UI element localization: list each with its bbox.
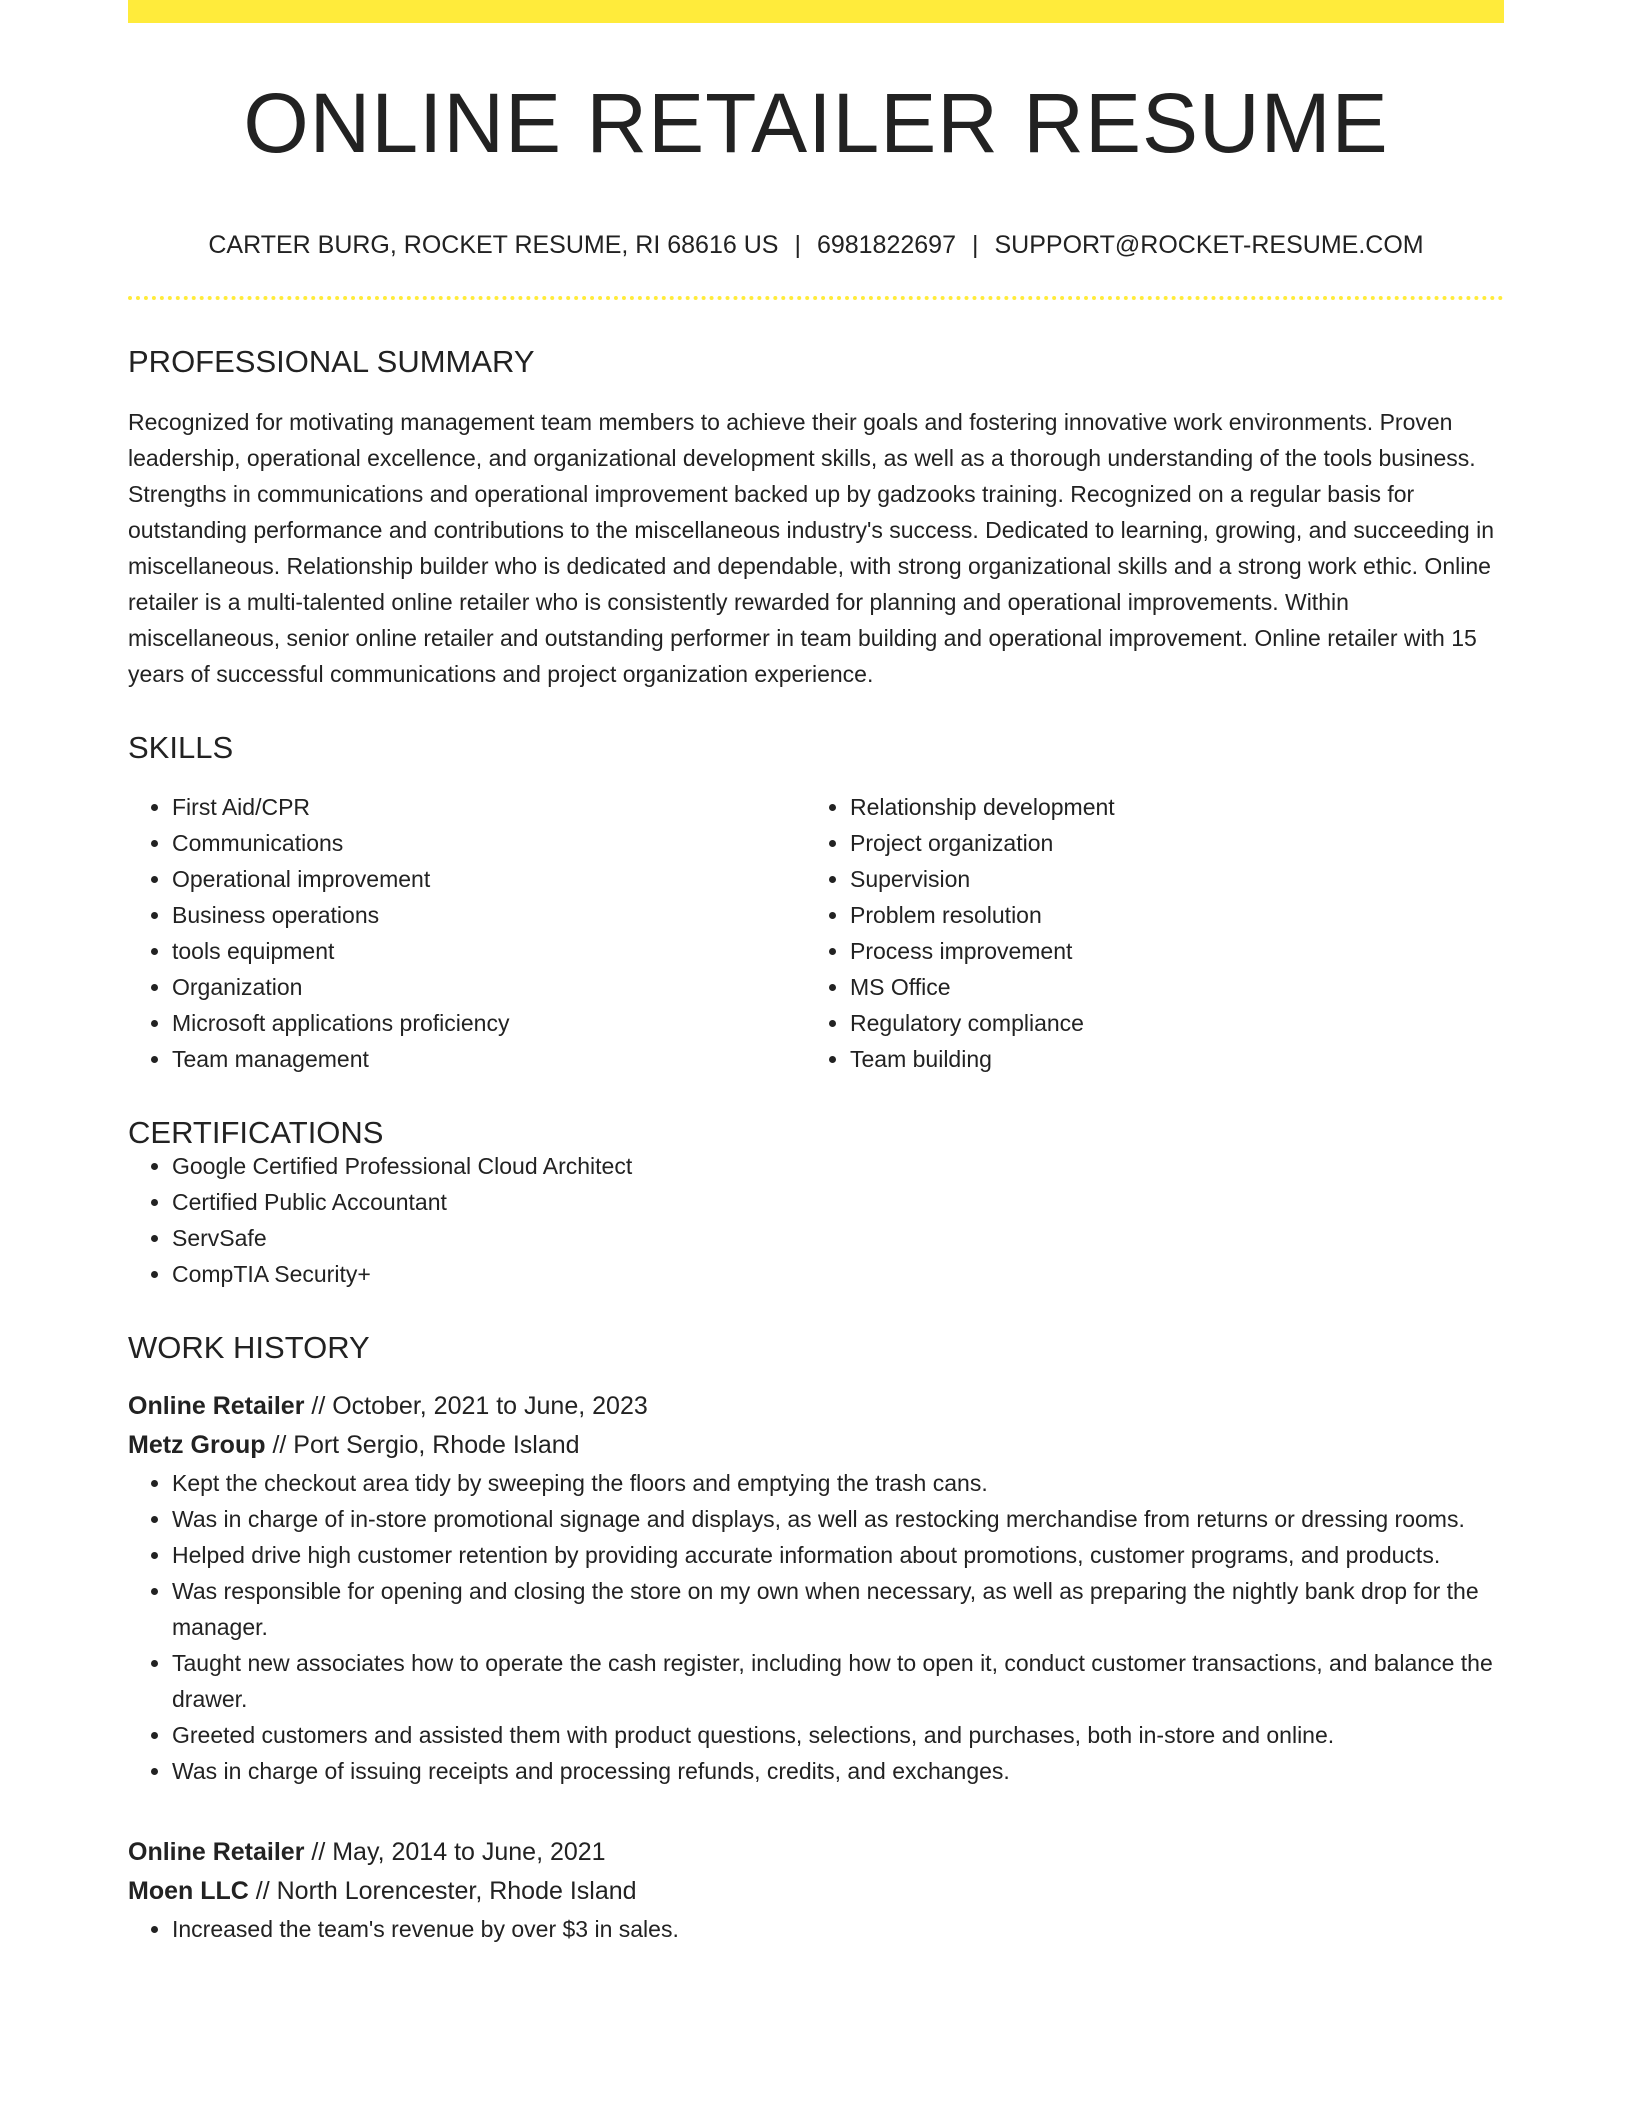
certification-item: • Google Certified Professional Cloud Architect	[172, 1148, 1504, 1184]
skill-item: • Regulatory compliance	[850, 1005, 1484, 1041]
job-location: // Port Sergio, Rhode Island	[265, 1431, 580, 1459]
skills-column-right	[806, 789, 1484, 1077]
skill-item: • Supervision	[850, 861, 1484, 897]
skills-list-left	[128, 789, 806, 1077]
skill-item: • Project organization	[850, 825, 1484, 861]
certifications-list	[128, 1148, 1504, 1292]
skills-column-left	[128, 789, 806, 1077]
skills-heading: SKILLS	[128, 730, 234, 765]
contact-email: SUPPORT@ROCKET-RESUME.COM	[994, 231, 1424, 259]
skill-item: • First Aid/CPR	[172, 789, 806, 825]
job-duty: • Increased the team's revenue by over $3 in sales.	[172, 1911, 1504, 1947]
job-duty: • Kept the checkout area tidy by sweeping the floors and emptying the trash cans.	[172, 1465, 1504, 1501]
work-history-heading: WORK HISTORY	[128, 1330, 370, 1365]
job-company: Moen LLC	[128, 1877, 249, 1905]
job-company: Metz Group	[128, 1431, 266, 1459]
resume-page	[128, 0, 1504, 1947]
contact-separator: |	[971, 231, 979, 259]
summary-heading: PROFESSIONAL SUMMARY	[128, 344, 535, 379]
job-entry	[128, 1387, 1504, 1789]
skill-item: • Operational improvement	[172, 861, 806, 897]
job-company-line	[128, 1872, 1504, 1911]
certification-item: • Certified Public Accountant	[172, 1184, 1504, 1220]
skill-item: • Team building	[850, 1041, 1484, 1077]
dotted-divider	[128, 296, 1504, 300]
job-duties-list	[128, 1465, 1504, 1789]
resume-title: ONLINE RETAILER RESUME	[243, 76, 1389, 170]
skill-item: • Communications	[172, 825, 806, 861]
skill-item: • MS Office	[850, 969, 1484, 1005]
job-duty: • Was in charge of issuing receipts and processing refunds, credits, and exchanges.	[172, 1753, 1504, 1789]
skill-item: • Relationship development	[850, 789, 1484, 825]
job-duty: • Was in charge of in-store promotional signage and displays, as well as restocking merchandise from returns or dressing rooms.	[172, 1501, 1504, 1537]
certifications-heading: CERTIFICATIONS	[128, 1115, 384, 1150]
job-dates: // May, 2014 to June, 2021	[304, 1838, 606, 1866]
skill-item: • Problem resolution	[850, 897, 1484, 933]
job-company-line	[128, 1426, 1504, 1465]
job-dates: // October, 2021 to June, 2023	[304, 1392, 648, 1420]
skill-item: • Business operations	[172, 897, 806, 933]
job-duties-list	[128, 1911, 1504, 1947]
skill-item: • Process improvement	[850, 933, 1484, 969]
skill-item: • Team management	[172, 1041, 806, 1077]
job-duty: • Helped drive high customer retention by providing accurate information about promotions, customer programs, and products.	[172, 1537, 1504, 1573]
accent-top-bar	[128, 0, 1504, 23]
skill-item: • tools equipment	[172, 933, 806, 969]
certification-item: • ServSafe	[172, 1220, 1504, 1256]
contact-separator: |	[794, 231, 801, 259]
skill-item: • Microsoft applications proficiency	[172, 1005, 806, 1041]
job-title: Online Retailer	[128, 1838, 305, 1866]
contact-line	[128, 233, 1504, 258]
skill-item: • Organization	[172, 969, 806, 1005]
job-duty: • Taught new associates how to operate the cash register, including how to open it, conduct customer transactions, and balance the drawer.	[172, 1645, 1504, 1717]
summary-text: Recognized for motivating management team members to achieve their goals and fostering innovative work environments. Proven leadership, operational excellence, and organizational development skills, as well as a thorough understanding of the tools business. Strengths in communications and operational improvement backed up by gadzooks training. Recognized on a regular basis for outstanding performance and contributions to the miscellaneous industry's success. Dedicated to learning, growing, and succeeding in miscellaneous. Relationship builder who is dedicated and dependable, with strong organizational skills and a strong work ethic. Online retailer is a multi-talented online retailer who is consistently rewarded for planning and operational improvements. Within miscellaneous, senior online retailer and outstanding performer in team building and operational improvement. Online retailer with 15 years of successful communications and project organization experience.	[128, 409, 1495, 687]
contact-phone: 6981822697	[816, 231, 956, 259]
job-location: // North Lorencester, Rhode Island	[248, 1877, 637, 1905]
job-title: Online Retailer	[128, 1392, 305, 1420]
job-title-line	[128, 1833, 1504, 1872]
contact-address: CARTER BURG, ROCKET RESUME, RI 68616 US	[208, 231, 779, 259]
job-entry	[128, 1833, 1504, 1947]
job-title-line	[128, 1387, 1504, 1426]
job-duty: • Greeted customers and assisted them with product questions, selections, and purchases, both in-store and online.	[172, 1717, 1504, 1753]
certification-item: • CompTIA Security+	[172, 1256, 1504, 1292]
skills-list-right	[806, 789, 1484, 1077]
job-duty: • Was responsible for opening and closing the store on my own when necessary, as well as preparing the nightly bank drop for the manager.	[172, 1573, 1504, 1645]
skills-columns	[128, 789, 1504, 1077]
